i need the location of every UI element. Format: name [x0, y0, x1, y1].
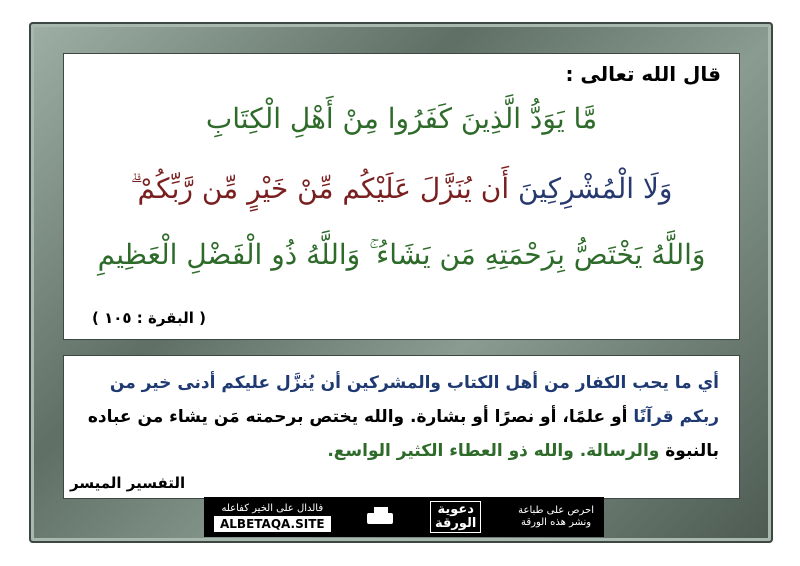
footer-right-line-1: احرص على طباعة	[518, 505, 594, 516]
logo-line-1: دعوية	[437, 502, 474, 517]
tafsir-part-2: أو علمًا، أو نصرًا أو بشارة.	[410, 407, 628, 427]
footer-motto: فالدال على الخير كفاعله	[221, 502, 324, 514]
verse-line-1: مَّا يَوَدُّ الَّذِينَ كَفَرُوا مِنْ أَهْلِ الْكِتَابِ	[205, 102, 598, 135]
tafsir-panel	[63, 355, 740, 499]
verse-reference: ( البقرة : ١٠٥ )	[92, 309, 206, 327]
site-link[interactable]: ALBETAQA.SITE	[214, 516, 331, 532]
printer-icon	[367, 506, 393, 528]
footer-right	[518, 505, 594, 529]
verse-line-2	[86, 172, 717, 206]
verse-panel	[63, 53, 740, 340]
footer-right-line-2: ونشر هذه الورقة	[520, 517, 592, 528]
footer-left	[214, 503, 331, 532]
footer-banner	[204, 497, 604, 537]
tafsir-source: التفسير الميسر	[70, 474, 186, 492]
logo	[430, 501, 481, 533]
verse-heading: قال الله تعالى :	[565, 62, 721, 86]
verse-line-2-part-b: أَن يُنَزَّلَ عَلَيْكُم مِّنْ خَيْرٍ مِّن رَّبِّكُمْ ۗ	[130, 172, 510, 205]
verse-line-3: وَاللَّهُ يَخْتَصُّ بِرَحْمَتِهِ مَن يَشَاءُ ۚ وَاللَّهُ ذُو الْفَضْلِ الْعَظِيمِ	[97, 238, 706, 271]
tafsir-part-1: أي ما يحب الكفار من أهل الكتاب والمشركين أن يُنزَّل عليكم أدنى خير من ربكم قرآنًا	[109, 373, 719, 427]
verse-line-2-part-a: وَلَا الْمُشْرِكِينَ	[518, 172, 673, 205]
tafsir-part-3: والله يختص برحمته مَن يشاء من عباده بالنبوة	[87, 407, 719, 461]
tafsir-part-4: والرسالة. والله ذو العطاء الكثير الواسع.	[327, 441, 660, 461]
logo-line-2: الورقة	[435, 516, 477, 531]
tafsir-text	[84, 366, 719, 468]
